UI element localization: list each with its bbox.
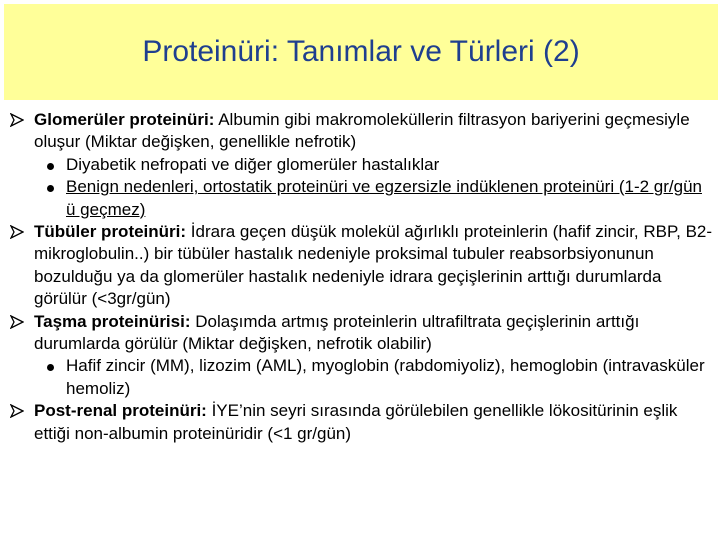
title-banner [4, 4, 718, 100]
sub-item [10, 154, 714, 176]
dot-bullet-icon [47, 163, 54, 170]
list-item-overflow [10, 311, 714, 356]
term-label: Post-renal proteinüri: [34, 401, 207, 421]
slide-title: Proteinüri: Tanımlar ve Türleri (2) [142, 35, 580, 68]
arrow-bullet-icon [10, 113, 24, 127]
item-text: Albumin gibi makromoleküllerin filtrasyon bariyerini geçmesiyle oluşur (Miktar değişken, genellikle nefrotik) [34, 110, 690, 152]
term-label: Taşma proteinürisi: [34, 311, 191, 331]
list-item-postrenal [10, 400, 714, 445]
list-item-glomerular [10, 109, 714, 154]
arrow-bullet-icon [10, 225, 24, 239]
item-text: İYE’nin seyri sırasında görülebilen genellikle lökositürinin eşlik ettiği non-albumin proteinüridir (<1 gr/gün) [34, 401, 678, 443]
sub-item [10, 355, 714, 400]
sub-item [10, 176, 714, 221]
sub-item-text: Benign nedenleri, ortostatik proteinüri ve egzersizle indüklenen proteinüri (1-2 gr/gün ü geçmez) [66, 177, 702, 219]
dot-bullet-icon [47, 364, 54, 371]
item-text: Dolaşımda artmış proteinlerin ultrafiltrata geçişlerinin arttığı durumlarda görülür (Miktar değişken, nefrotik olabilir) [34, 311, 640, 354]
dot-bullet-icon [47, 185, 54, 192]
sub-item-text: Hafif zincir (MM), lizozim (AML), myoglobin (rabdomiyoliz), hemoglobin (intravasküler hemoliz) [66, 356, 705, 398]
list-item-tubular [10, 221, 714, 311]
sub-item-text: Diyabetik nefropati ve diğer glomerüler hastalıklar [66, 154, 440, 174]
term-label: Tübüler proteinüri: [34, 222, 187, 242]
slide-content [10, 109, 714, 445]
item-text: İdrara geçen düşük molekül ağırlıklı proteinlerin (hafif zincir, RBP, B2-mikroglobulin..) bir tübüler hastalık nedeniyle proksimal tubuler reabsorbsiyonunun bozulduğu ya da glomerüler hastalık nedeniyle idrara geçişlerinin arttığı durumlarda görülür (<3gr/gün) [34, 222, 713, 309]
arrow-bullet-icon [10, 404, 24, 418]
term-label: Glomerüler proteinüri: [34, 110, 215, 129]
arrow-bullet-icon [10, 315, 24, 329]
